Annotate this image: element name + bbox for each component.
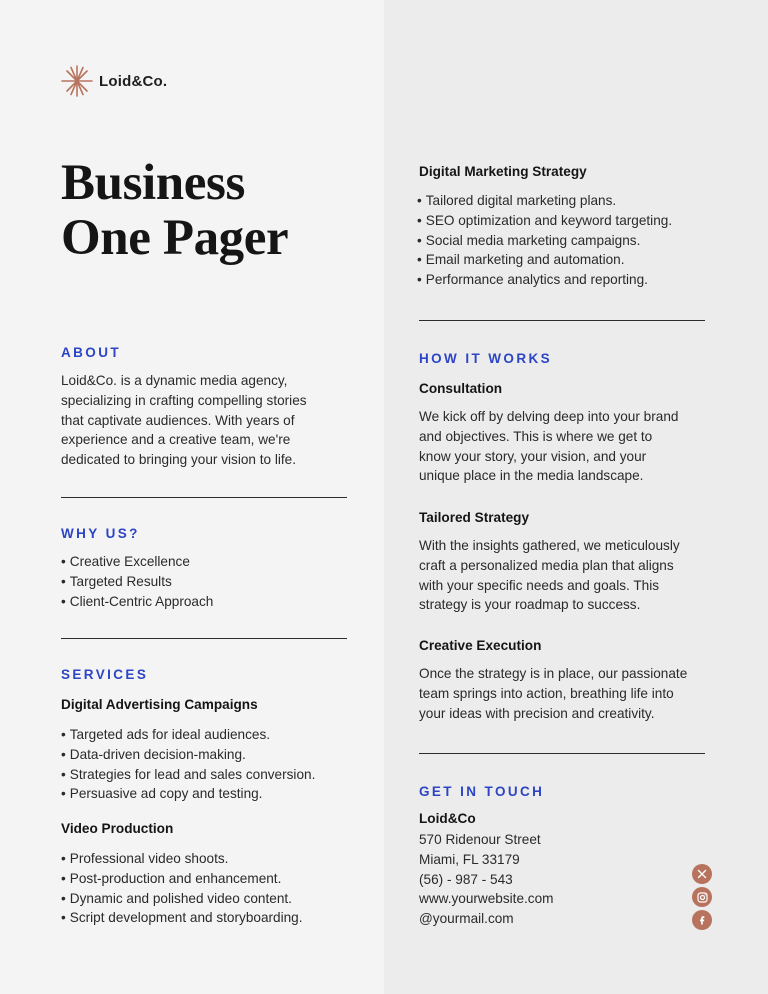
step-line: know your story, your vision, and your xyxy=(419,448,647,464)
list-item: • Data-driven decision-making. xyxy=(61,745,315,765)
title-line-2: One Pager xyxy=(61,210,289,266)
why-us-list xyxy=(61,552,213,611)
list-item: • Performance analytics and reporting. xyxy=(417,270,672,290)
service-list xyxy=(61,725,315,804)
step-title: Consultation xyxy=(419,381,503,396)
step-line: unique place in the media landscape. xyxy=(419,468,644,484)
service-title: Digital Marketing Strategy xyxy=(419,164,587,179)
section-divider xyxy=(419,753,705,754)
x-icon[interactable] xyxy=(692,864,712,884)
about-line: specializing in crafting compelling stories xyxy=(61,392,307,408)
contact-email[interactable]: @yourmail.com xyxy=(419,911,514,927)
list-item: • Social media marketing campaigns. xyxy=(417,231,672,251)
contact-website[interactable]: www.yourwebsite.com xyxy=(419,891,554,907)
list-item: • Tailored digital marketing plans. xyxy=(417,191,672,211)
how-it-works-heading: HOW IT WORKS xyxy=(419,351,553,366)
contact-street: 570 Ridenour Street xyxy=(419,832,541,847)
facebook-icon[interactable] xyxy=(692,910,712,930)
contact-details xyxy=(419,830,553,929)
instagram-icon[interactable] xyxy=(692,887,712,907)
about-heading: ABOUT xyxy=(61,345,121,360)
step-text xyxy=(419,407,719,486)
list-item: • Dynamic and polished video content. xyxy=(61,889,303,909)
service-list xyxy=(417,191,672,290)
step-line: with your specific needs and goals. This xyxy=(419,577,660,593)
contact-heading: GET IN TOUCH xyxy=(419,784,545,799)
list-item: • Email marketing and automation. xyxy=(417,250,672,270)
why-us-heading: WHY US? xyxy=(61,526,140,541)
title-line-1: Business xyxy=(61,155,245,211)
list-item: • Professional video shoots. xyxy=(61,849,303,869)
step-line: We kick off by delving deep into your brand xyxy=(419,409,679,424)
list-item: • Client-Centric Approach xyxy=(61,592,213,612)
step-line: Once the strategy is in place, our passionate xyxy=(419,666,688,681)
service-title: Digital Advertising Campaigns xyxy=(61,697,258,712)
service-list xyxy=(61,849,303,928)
list-item: • Targeted Results xyxy=(61,572,213,592)
contact-phone[interactable]: (56) - 987 - 543 xyxy=(419,871,513,887)
step-text xyxy=(419,536,719,615)
step-line: team springs into action, breathing life into xyxy=(419,685,674,701)
list-item: • Post-production and enhancement. xyxy=(61,869,303,889)
step-line: your ideas with precision and creativity. xyxy=(419,705,655,721)
step-line: craft a personalized media plan that aligns xyxy=(419,557,674,573)
about-line: dedicated to bringing your vision to life. xyxy=(61,452,297,468)
step-line: and objectives. This is where we get to xyxy=(419,428,653,444)
step-text xyxy=(419,664,719,723)
step-line: With the insights gathered, we meticulously xyxy=(419,538,680,553)
list-item: • SEO optimization and keyword targeting. xyxy=(417,211,672,231)
service-title: Video Production xyxy=(61,821,174,836)
about-line: Loid&Co. is a dynamic media agency, xyxy=(61,373,288,388)
list-item: • Creative Excellence xyxy=(61,552,213,572)
about-text xyxy=(61,371,361,470)
about-line: that captivate audiences. With years of xyxy=(61,412,295,428)
step-title: Creative Execution xyxy=(419,638,542,653)
section-divider xyxy=(61,638,347,639)
section-divider xyxy=(61,497,347,498)
starburst-icon xyxy=(61,65,93,97)
step-title: Tailored Strategy xyxy=(419,510,530,525)
page-title xyxy=(61,156,381,266)
brand-logo xyxy=(61,64,167,98)
contact-company: Loid&Co xyxy=(419,811,476,826)
list-item: • Strategies for lead and sales conversion. xyxy=(61,765,315,785)
services-heading: SERVICES xyxy=(61,667,149,682)
list-item: • Script development and storyboarding. xyxy=(61,908,303,928)
list-item: • Persuasive ad copy and testing. xyxy=(61,784,315,804)
about-line: experience and a creative team, we're xyxy=(61,432,291,448)
brand-name: Loid&Co. xyxy=(99,72,168,90)
section-divider xyxy=(419,320,705,321)
list-item: • Targeted ads for ideal audiences. xyxy=(61,725,315,745)
step-line: strategy is your roadmap to success. xyxy=(419,597,641,613)
contact-city: Miami, FL 33179 xyxy=(419,851,520,867)
